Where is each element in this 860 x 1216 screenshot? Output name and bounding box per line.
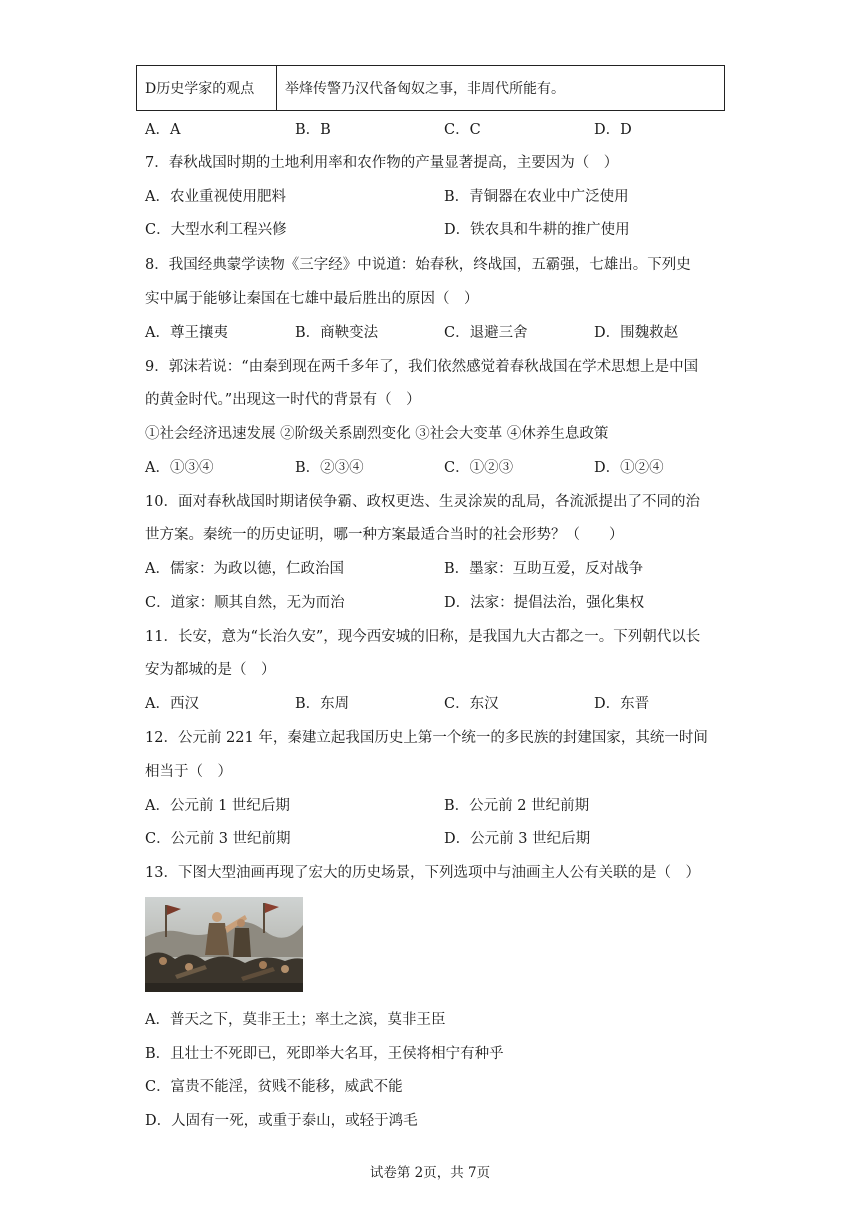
- q13-stem: 13．下图大型油画再现了宏大的历史场景，下列选项中与油画主人公有关联的是（ ）: [145, 865, 700, 881]
- q6-option-b: B．B: [295, 122, 331, 138]
- q11-stem-line1: 11．长安，意为“长治久安”，现今西安城的旧称，是我国九大古都之一。下列朝代以长: [145, 629, 701, 645]
- table-row: [137, 66, 725, 111]
- q6-option-d: D．D: [594, 122, 632, 138]
- q11-stem-line2: 安为都城的是（ ）: [145, 662, 276, 678]
- q11-option-a: A．西汉: [145, 696, 199, 712]
- q8-option-c: C．退避三舍: [444, 325, 528, 341]
- q12-option-a: A．公元前 1 世纪后期: [145, 798, 290, 814]
- q13-option-a: A．普天之下，莫非王土；率土之滨，莫非王臣: [145, 1012, 446, 1028]
- q7-option-a: A．农业重视使用肥料: [145, 189, 286, 205]
- table-content-cell: 举烽传警乃汉代备匈奴之事，非周代所能有。: [277, 66, 725, 111]
- q10-option-a: A．儒家：为政以德，仁政治国: [145, 561, 344, 577]
- q12-option-b: B．公元前 2 世纪前期: [444, 798, 590, 814]
- q10-option-c: C．道家：顺其自然，无为而治: [145, 595, 345, 611]
- q9-stem-line2: 的黄金时代。”出现这一时代的背景有（ ）: [145, 392, 421, 408]
- q12-option-c: C．公元前 3 世纪前期: [145, 831, 291, 847]
- viewpoint-table: [136, 65, 725, 111]
- q7-stem: 7．春秋战国时期的土地利用率和农作物的产量显著提高，主要因为（ ）: [145, 155, 619, 171]
- q9-option-b: B．②③④: [295, 460, 364, 476]
- q12-stem-line1: 12．公元前 221 年，秦建立起我国历史上第一个统一的多民族的封建国家，其统一时间: [145, 730, 708, 746]
- q10-option-b: B．墨家：互助互爱，反对战争: [444, 561, 644, 577]
- q10-option-d: D．法家：提倡法治，强化集权: [444, 595, 645, 611]
- q9-option-a: A．①③④: [145, 460, 214, 476]
- q9-option-d: D．①②④: [594, 460, 664, 476]
- q9-stem-line1: 9．郭沫若说：“由秦到现在两千多年了，我们依然感觉着春秋战国在学术思想上是中国: [145, 359, 699, 375]
- q8-stem-line1: 8．我国经典蒙学读物《三字经》中说道：始春秋，终战国，五霸强，七雄出。下列史: [145, 257, 691, 273]
- q13-option-d: D．人固有一死，或重于泰山，或轻于鸿毛: [145, 1113, 418, 1129]
- q6-option-c: C．C: [444, 122, 481, 138]
- q8-stem-line2: 实中属于能够让秦国在七雄中最后胜出的原因（ ）: [145, 291, 479, 307]
- q7-option-b: B．青铜器在农业中广泛使用: [444, 189, 629, 205]
- q10-stem-line1: 10．面对春秋战国时期诸侯争霸、政权更迭、生灵涂炭的乱局，各流派提出了不同的治: [145, 494, 700, 510]
- q9-option-c: C．①②③: [444, 460, 514, 476]
- q9-items: ①社会经济迅速发展 ②阶级关系剧烈变化 ③社会大变革 ④休养生息政策: [145, 426, 609, 442]
- q7-option-d: D．铁农具和牛耕的推广使用: [444, 222, 630, 238]
- q11-option-c: C．东汉: [444, 696, 499, 712]
- q8-option-a: A．尊王攘夷: [145, 325, 228, 341]
- q12-option-d: D．公元前 3 世纪后期: [444, 831, 591, 847]
- q7-option-c: C．大型水利工程兴修: [145, 222, 287, 238]
- q11-option-b: B．东周: [295, 696, 350, 712]
- page-footer: 试卷第 2页，共 7页: [369, 1165, 491, 1181]
- q8-option-b: B．商鞅变法: [295, 325, 379, 341]
- q8-option-d: D．围魏救赵: [594, 325, 679, 341]
- oil-painting-image: [145, 897, 303, 992]
- q6-option-a: A．A: [145, 122, 181, 138]
- q11-option-d: D．东晋: [594, 696, 650, 712]
- q12-stem-line2: 相当于（ ）: [145, 764, 232, 780]
- q10-stem-line2: 世方案。秦统一的历史证明，哪一种方案最适合当时的社会形势？（ ）: [145, 527, 624, 543]
- table-label-cell: D历史学家的观点: [137, 66, 277, 111]
- q13-option-c: C．富贵不能淫，贫贱不能移，威武不能: [145, 1079, 403, 1095]
- q13-option-b: B．且壮士不死即已，死即举大名耳，王侯将相宁有种乎: [145, 1046, 504, 1062]
